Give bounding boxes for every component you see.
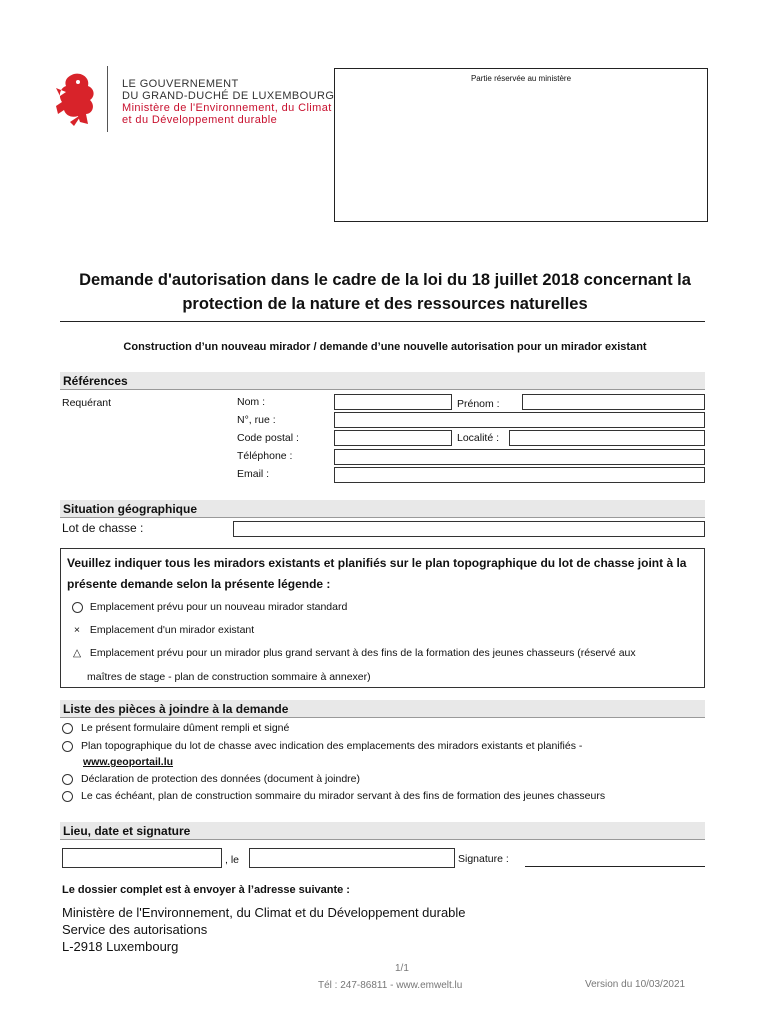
address-line: Ministère de l'Environnement, du Climat et du Développement durable: [62, 905, 466, 920]
telephone-input[interactable]: [334, 449, 705, 465]
prenom-input[interactable]: [522, 394, 705, 410]
logo-line: Ministère de l'Environnement, du Climat: [122, 102, 332, 114]
signature-label: Signature :: [458, 853, 509, 865]
pieces-item: [62, 789, 605, 803]
logo-line: LE GOUVERNEMENT: [122, 78, 239, 90]
nom-label: Nom :: [237, 396, 266, 408]
requerant-label: Requérant: [62, 397, 112, 409]
address-line: L-2918 Luxembourg: [62, 939, 179, 954]
pieces-item: [62, 739, 582, 753]
title-line: protection de la nature et des ressources naturelles: [182, 295, 588, 313]
cross-icon: ×: [73, 624, 81, 636]
logo-divider: [107, 66, 108, 132]
section-signature-header: Lieu, date et signature: [60, 822, 705, 840]
email-label: Email :: [237, 468, 270, 480]
logo-line: et du Développement durable: [122, 114, 278, 126]
address-block: [62, 904, 466, 955]
rue-input[interactable]: [334, 412, 705, 428]
signature-line[interactable]: [525, 866, 705, 867]
pieces-item: [62, 772, 360, 786]
geoportail-link[interactable]: www.geoportail.lu: [83, 756, 174, 768]
checkbox-circle[interactable]: [62, 723, 73, 734]
ministry-reserved-box: [334, 68, 708, 222]
lion-logo-icon: [52, 70, 102, 128]
title-divider: [60, 321, 705, 322]
code-postal-label: Code postal :: [237, 432, 299, 444]
localite-input[interactable]: [509, 430, 705, 446]
legend-frame: [60, 548, 705, 688]
legend-item: [67, 601, 347, 613]
government-logo-text: [122, 78, 334, 126]
section-references-header: Références: [60, 372, 705, 390]
nom-input[interactable]: [334, 394, 452, 410]
telephone-label: Téléphone :: [237, 450, 293, 462]
legend-item: [67, 624, 254, 636]
circle-icon: [72, 602, 83, 613]
prenom-label: Prénom :: [457, 398, 500, 410]
triangle-icon: △: [72, 647, 82, 659]
pieces-item-text: Le cas échéant, plan de construction sommaire du mirador servant à des fins de formation des jeunes chasseurs: [81, 790, 606, 802]
date-input[interactable]: [249, 848, 455, 868]
document-subtitle: Construction d’un nouveau mirador / demande d’une nouvelle autorisation pour un mirador existant: [123, 341, 647, 353]
pieces-item-text: Plan topographique du lot de chasse avec indication des emplacements des miradors existants et planifiés -: [81, 740, 583, 752]
pieces-item-text: Déclaration de protection des données (document à joindre): [81, 773, 361, 785]
address-intro: Le dossier complet est à envoyer à l’adresse suivante :: [62, 884, 350, 896]
rue-label: N°, rue :: [237, 414, 276, 426]
lot-input[interactable]: [233, 521, 705, 537]
footer-version: Version du 10/03/2021: [585, 979, 686, 990]
document-title: [60, 268, 710, 316]
legend-item-text: Emplacement prévu pour un nouveau mirador standard: [89, 601, 348, 613]
address-line: Service des autorisations: [62, 922, 208, 937]
lot-label: Lot de chasse :: [62, 521, 144, 535]
checkbox-circle[interactable]: [62, 774, 73, 785]
legend-item-text: Emplacement d'un mirador existant: [89, 624, 255, 636]
code-postal-input[interactable]: [334, 430, 452, 446]
le-label: , le: [225, 854, 240, 866]
section-situation-header: Situation géographique: [60, 500, 705, 518]
legend-heading: Veuillez indiquer tous les miradors existants et planifiés sur le plan topographique du lot de chasse joint à la présente demande selon la présente légende :: [67, 556, 687, 591]
reserved-label: Partie réservée au ministère: [470, 74, 572, 83]
legend-item-text: Emplacement prévu pour un mirador plus grand servant à des fins de la formation des jeunes chasseurs (réservé aux: [89, 647, 636, 659]
pieces-item-text: Le présent formulaire dûment rempli et signé: [81, 722, 290, 734]
localite-label: Localité :: [457, 432, 500, 444]
footer-contact: Tél : 247-86811 - www.emwelt.lu: [318, 980, 463, 991]
checkbox-circle[interactable]: [62, 791, 73, 802]
email-input[interactable]: [334, 467, 705, 483]
logo-line: DU GRAND-DUCHÉ DE LUXEMBOURG: [122, 90, 335, 102]
section-pieces-header: Liste des pièces à joindre à la demande: [60, 700, 705, 718]
lieu-input[interactable]: [62, 848, 222, 868]
checkbox-circle[interactable]: [62, 741, 73, 752]
legend-item: [67, 647, 636, 659]
title-line: Demande d'autorisation dans le cadre de la loi du 18 juillet 2018 concernant la: [79, 271, 691, 289]
legend-item-continuation: maîtres de stage - plan de construction sommaire à annexer): [87, 671, 371, 683]
page-number: 1/1: [395, 963, 409, 974]
pieces-item: [62, 721, 289, 735]
